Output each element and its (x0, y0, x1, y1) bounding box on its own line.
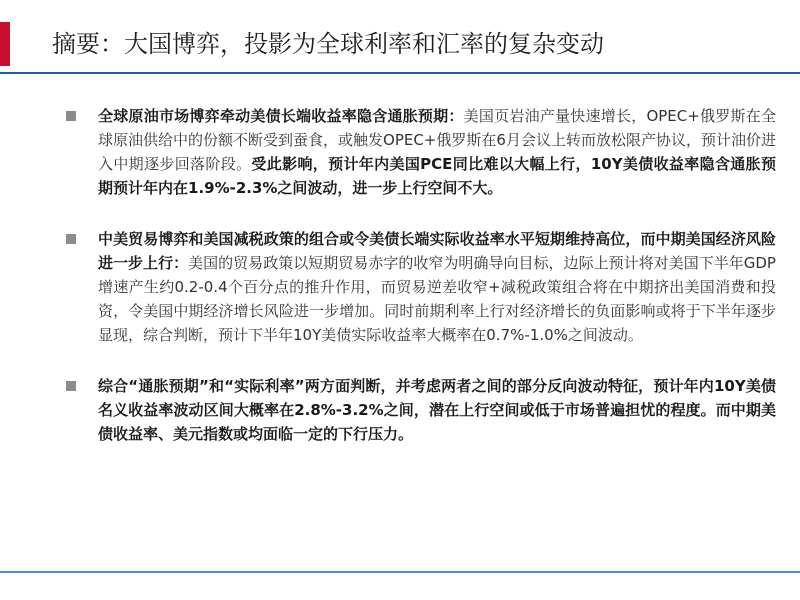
footer-divider (0, 571, 800, 573)
bullet-item-1 (66, 104, 776, 200)
bullet-1-body: 美国页岩油产量快速增长，OPEC+俄罗斯在全球原油供给中的份额不断受到蚕食，或触发OPEC+俄罗斯在6月会议上转而放松限产协议，预计油价进入中期逐步回落阶段。 (98, 107, 776, 173)
bullet-item-2 (66, 227, 776, 347)
square-bullet-icon (66, 381, 76, 391)
bullet-list (66, 104, 776, 473)
bullet-text (98, 227, 776, 347)
bullet-1-heading: 全球原油市场博弈牵动美债长端收益率隐含通胀预期： (98, 107, 464, 125)
title-accent-bar (0, 22, 10, 66)
slide-title: 摘要：大国博弈，投影为全球利率和汇率的复杂变动 (52, 30, 604, 58)
square-bullet-icon (66, 111, 76, 121)
bullet-text (98, 374, 776, 446)
bullet-text (98, 104, 776, 200)
bullet-item-3 (66, 374, 776, 446)
square-bullet-icon (66, 234, 76, 244)
title-divider (0, 72, 800, 74)
bullet-3-conclusion: 综合“通胀预期”和“实际利率”两方面判断，并考虑两者之间的部分反向波动特征，预计年内10Y美债名义收益率波动区间大概率在2.8%-3.2%之间，潜在上行空间或低于市场普遍担忧的程度。而中期美债收益率、美元指数或均面临一定的下行压力。 (98, 377, 776, 443)
bullet-2-heading: 中美贸易博弈和美国减税政策的组合或令美债长端实际收益率水平短期维持高位，而中期美国经济风险进一步上行： (98, 230, 776, 272)
bullet-1-conclusion: 受此影响，预计年内美国PCE同比难以大幅上行，10Y美债收益率隐含通胀预期预计年内在1.9%-2.3%之间波动，进一步上行空间不大。 (98, 155, 776, 197)
bullet-2-body: 美国的贸易政策以短期贸易赤字的收窄为明确导向目标，边际上预计将对美国下半年GDP增速产生约0.2-0.4个百分点的推升作用，而贸易逆差收窄+减税政策组合将在中期挤出美国消费和投资，令美国中期经济增长风险进一步增加。同时前期利率上行对经济增长的负面影响或将于下半年逐步显现，综合判断，预计下半年10Y美债实际收益率大概率在0.7%-1.0%之间波动。 (98, 254, 776, 344)
